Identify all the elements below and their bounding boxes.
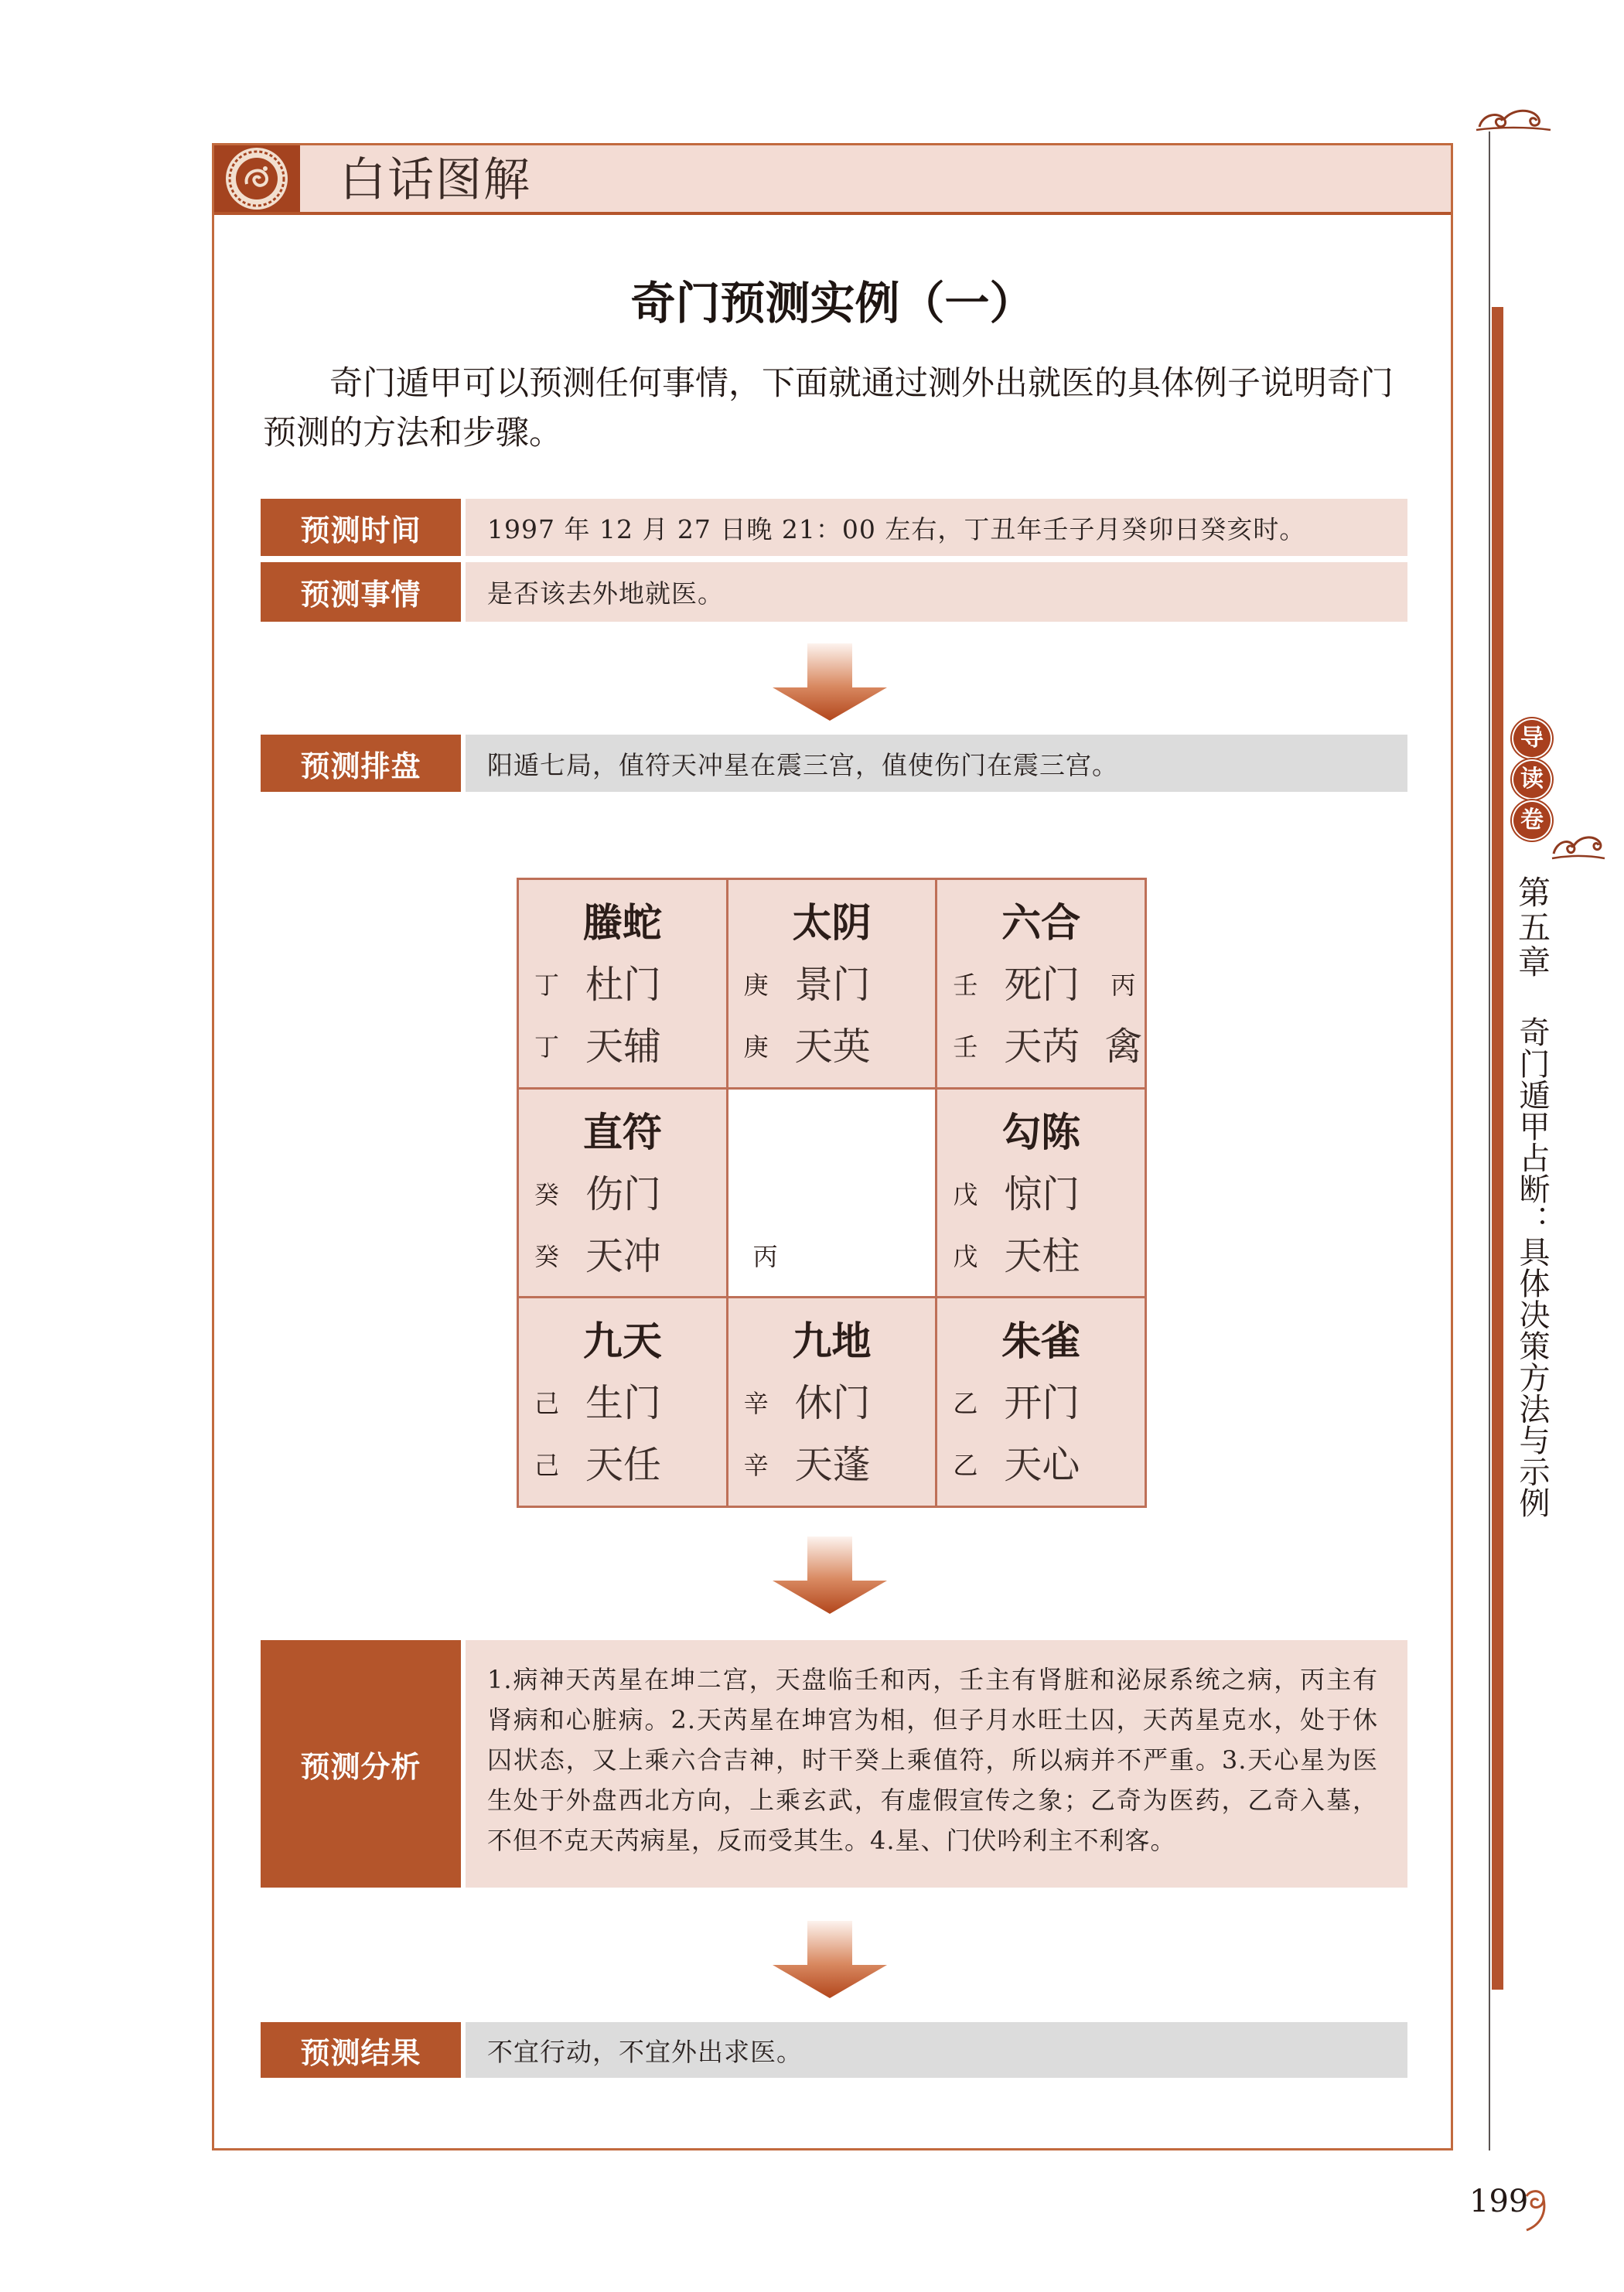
door-stem: 壬 [953, 970, 978, 1000]
door-stem: 庚 [743, 970, 769, 1000]
palace-cell [937, 1090, 1145, 1297]
palace-cell [519, 880, 726, 1087]
page-number: 199 [1469, 2184, 1529, 2219]
chapter-title: 奇门遁甲占断：具体决策方法与示例 [1514, 1016, 1550, 1519]
door-stem: 乙 [953, 1389, 978, 1419]
step-row-matter [261, 562, 1407, 622]
chapter-number: 第五章 [1513, 875, 1551, 980]
step-row-time [261, 499, 1407, 556]
analysis-line: 1.病神天芮星在坤二宫，天盘临壬和丙，壬主有肾脏和泌尿系统之病，丙主有 [487, 1665, 1378, 1694]
step-value: 不宜行动，不宜外出求医。 [466, 2022, 1407, 2078]
palace-door: 惊门 [1004, 1172, 1080, 1216]
palace-door: 景门 [794, 963, 871, 1007]
step-row-analysis [261, 1640, 1407, 1888]
analysis-line: 生处于外盘西北方向，上乘玄武，有虚假宣传之象；乙奇为医药，乙奇入墓， [487, 1786, 1378, 1815]
step-value: 1997 年 12 月 27 日晚 21：00 左右，丁丑年壬子月癸卯日癸亥时。 [466, 499, 1407, 556]
dragon-emblem-icon [214, 145, 300, 212]
star-stem: 丁 [534, 1032, 559, 1062]
star-stem: 戊 [953, 1241, 978, 1271]
palace-cell [728, 880, 936, 1087]
door-stem: 戊 [953, 1179, 978, 1209]
cloud-scroll-icon [1475, 104, 1552, 135]
margin-rule [1489, 131, 1490, 2150]
door-stem: 辛 [743, 1389, 769, 1419]
star-stem: 壬 [953, 1032, 978, 1062]
analysis-line: 不但不克天芮病星，反而受其生。4.星、门伏吟利主不利客。 [487, 1826, 1176, 1855]
palace-god: 太阴 [792, 901, 872, 946]
star-stem: 庚 [743, 1032, 769, 1062]
palace-god: 九天 [582, 1319, 662, 1366]
palace-cell [519, 1298, 726, 1506]
chapter-tab-bar [1492, 307, 1503, 1990]
center-stem: 丙 [752, 1241, 778, 1271]
palace-door: 开门 [1004, 1381, 1080, 1426]
door-stem: 己 [534, 1389, 559, 1419]
intro-paragraph: 奇门遁甲可以预测任何事情，下面就通过测外出就医的具体例子说明奇门预测的方法和步骤。 [263, 364, 1394, 452]
section-badge: 卷 [1513, 802, 1551, 839]
star-extra: 禽 [1104, 1025, 1143, 1069]
palace-door: 休门 [794, 1381, 871, 1426]
palace-door: 死门 [1004, 963, 1080, 1007]
palace-door: 生门 [585, 1381, 662, 1426]
step-row-chart [261, 735, 1407, 792]
palace-cell [937, 1298, 1145, 1506]
down-arrow-icon [773, 1921, 887, 1998]
palace-god: 朱雀 [1001, 1319, 1081, 1366]
cloud-scroll-icon [1551, 827, 1606, 862]
palace-star: 天辅 [585, 1025, 662, 1069]
down-arrow-icon [773, 1537, 887, 1614]
door-stem: 癸 [534, 1179, 559, 1209]
step-row-result [261, 2022, 1407, 2078]
step-value: 是否该去外地就医。 [466, 562, 1407, 622]
analysis-line: 肾病和心脏病。2.天芮星在坤宫为相，但子月水旺土囚，天芮星克水，处于休 [487, 1705, 1378, 1734]
section-badge: 导 [1513, 720, 1551, 757]
palace-star: 天蓬 [794, 1443, 871, 1488]
palace-cell-center [728, 1090, 936, 1297]
palace-star: 天英 [794, 1025, 871, 1069]
down-arrow-icon [773, 643, 887, 721]
star-stem: 乙 [953, 1451, 978, 1481]
palace-cell [728, 1298, 936, 1506]
step-value: 阳遁七局，值符天冲星在震三宫，值使伤门在震三宫。 [466, 735, 1407, 792]
step-label: 预测分析 [261, 1640, 461, 1888]
palace-cell [937, 880, 1145, 1087]
door-extra-stem: 丙 [1111, 970, 1136, 1000]
palace-star: 天心 [1004, 1443, 1080, 1488]
palace-door: 伤门 [585, 1172, 662, 1216]
step-label: 预测结果 [261, 2022, 461, 2078]
palace-star: 天任 [585, 1443, 662, 1488]
section-header [214, 145, 1451, 215]
step-label: 预测时间 [261, 499, 461, 556]
palace-god: 直符 [582, 1110, 662, 1156]
palace-door: 杜门 [585, 963, 662, 1007]
swirl-ornament-icon [1522, 2185, 1553, 2233]
palace-god: 九地 [792, 1319, 872, 1366]
palace-star: 天芮 [1004, 1025, 1080, 1069]
step-label: 预测事情 [261, 562, 461, 622]
star-stem: 己 [534, 1451, 559, 1481]
door-stem: 丁 [534, 970, 559, 1000]
palace-cell [519, 1090, 726, 1297]
palace-god: 勾陈 [1001, 1110, 1081, 1156]
palace-star: 天柱 [1004, 1233, 1080, 1278]
analysis-line: 囚状态，又上乘六合吉神，时干癸上乘值符，所以病并不严重。3.天心星为医 [487, 1745, 1378, 1775]
section-header-title: 白话图解 [339, 153, 531, 207]
star-stem: 癸 [534, 1241, 559, 1271]
palace-star: 天冲 [585, 1233, 662, 1278]
section-badge: 读 [1513, 761, 1551, 798]
star-stem: 辛 [743, 1451, 769, 1481]
palace-god: 螣蛇 [582, 901, 662, 946]
palace-god: 六合 [1001, 901, 1081, 946]
article-title: 奇门预测实例（一） [630, 277, 1035, 329]
step-value [466, 1640, 1407, 1888]
step-label: 预测排盘 [261, 735, 461, 792]
palace-grid [517, 878, 1147, 1508]
